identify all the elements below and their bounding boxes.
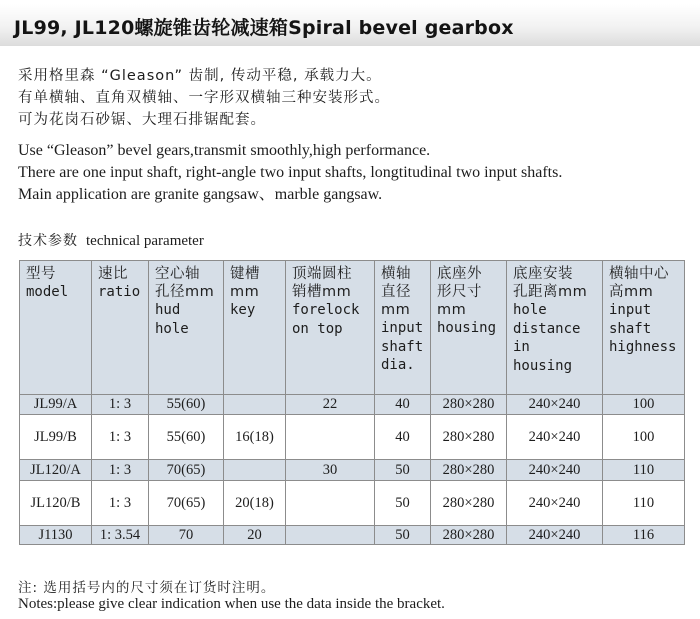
- header-housing: [431, 261, 507, 395]
- header-zh: 型号: [26, 266, 56, 282]
- header-key: [224, 261, 286, 395]
- cell-key: [224, 460, 286, 481]
- cell-forelock: [286, 526, 375, 545]
- header-en: housing: [437, 320, 497, 336]
- header-en: input shaft highness: [609, 302, 677, 355]
- header-zh: 顶端圆柱 销槽mm: [292, 266, 352, 300]
- section-heading-en: technical parameter: [86, 233, 204, 249]
- cell-forelock: 30: [286, 460, 375, 481]
- note-en: Notes:please give clear indication when use the data inside the bracket.: [18, 596, 445, 612]
- cell-ratio: 1: 3: [92, 481, 149, 526]
- cell-forelock: [286, 481, 375, 526]
- cell-key: 20: [224, 526, 286, 545]
- cell-key: [224, 395, 286, 415]
- cell-model: JL120/B: [20, 481, 92, 526]
- cell-ratio: 1: 3: [92, 415, 149, 460]
- cell-input-shaft-dia: 50: [375, 460, 431, 481]
- header-model: [20, 261, 92, 395]
- table-row: [20, 415, 685, 460]
- cell-model: JL120/A: [20, 460, 92, 481]
- cell-hole-distance: 240×240: [507, 481, 603, 526]
- cell-ratio: 1: 3.54: [92, 526, 149, 545]
- header-en: input shaft dia.: [381, 320, 424, 373]
- intro-cn-line-1: 采用格里森 “Gleason” 齿制, 传动平稳, 承载力大。: [18, 68, 382, 84]
- cell-model: JL99/B: [20, 415, 92, 460]
- cell-input-shaft-dia: 50: [375, 481, 431, 526]
- cell-shaft-highness: 100: [603, 395, 685, 415]
- intro-cn-line-3: 可为花岗石砂锯、大理石排锯配套。: [18, 112, 266, 128]
- cell-hud-hole: 55(60): [149, 415, 224, 460]
- header-en: key: [230, 302, 256, 318]
- cell-hole-distance: 240×240: [507, 415, 603, 460]
- header-zh: 速比: [98, 266, 128, 282]
- section-heading-zh: 技术参数: [18, 233, 78, 249]
- cell-key: 16(18): [224, 415, 286, 460]
- cell-input-shaft-dia: 50: [375, 526, 431, 545]
- cell-ratio: 1: 3: [92, 395, 149, 415]
- table-row: [20, 460, 685, 481]
- intro-cn-line-2: 有单横轴、直角双横轴、一字形双横轴三种安装形式。: [18, 90, 390, 106]
- header-en: ratio: [98, 284, 141, 300]
- header-en: model: [26, 284, 69, 300]
- cell-hud-hole: 70(65): [149, 481, 224, 526]
- header-zh: 键槽 mm: [230, 266, 260, 300]
- cell-key: 20(18): [224, 481, 286, 526]
- intro-en-line-3: Main application are granite gangsaw、marble gangsaw.: [18, 186, 383, 203]
- cell-housing: 280×280: [431, 526, 507, 545]
- header-ratio: [92, 261, 149, 395]
- cell-housing: 280×280: [431, 395, 507, 415]
- header-en: hole distance in housing: [513, 302, 581, 374]
- header-en: hud hole: [155, 302, 189, 337]
- cell-shaft-highness: 100: [603, 415, 685, 460]
- header-zh: 空心轴 孔径mm: [155, 266, 215, 300]
- table-row: [20, 481, 685, 526]
- title-bar: [0, 4, 700, 46]
- cell-hole-distance: 240×240: [507, 460, 603, 481]
- cell-model: JL99/A: [20, 395, 92, 415]
- cell-housing: 280×280: [431, 481, 507, 526]
- header-zh: 横轴 直径 mm: [381, 266, 411, 318]
- table-row: [20, 526, 685, 545]
- header-zh: 底座安装 孔距离mm: [513, 266, 588, 300]
- header-forelock: [286, 261, 375, 395]
- cell-hole-distance: 240×240: [507, 526, 603, 545]
- cell-housing: 280×280: [431, 415, 507, 460]
- cell-housing: 280×280: [431, 460, 507, 481]
- cell-hud-hole: 70(65): [149, 460, 224, 481]
- page-title: JL99, JL120螺旋锥齿轮减速箱Spiral bevel gearbox: [14, 17, 514, 39]
- parameter-table: [19, 260, 685, 545]
- header-hud-hole: [149, 261, 224, 395]
- cell-ratio: 1: 3: [92, 460, 149, 481]
- section-heading: [18, 230, 204, 250]
- cell-input-shaft-dia: 40: [375, 395, 431, 415]
- header-hole-distance: [507, 261, 603, 395]
- table-header-row: [20, 261, 685, 395]
- header-zh: 横轴中心 高mm: [609, 266, 669, 300]
- header-shaft-highness: [603, 261, 685, 395]
- cell-forelock: 22: [286, 395, 375, 415]
- cell-hud-hole: 55(60): [149, 395, 224, 415]
- table-row: [20, 395, 685, 415]
- cell-hole-distance: 240×240: [507, 395, 603, 415]
- cell-shaft-highness: 110: [603, 481, 685, 526]
- cell-input-shaft-dia: 40: [375, 415, 431, 460]
- cell-shaft-highness: 110: [603, 460, 685, 481]
- header-zh: 底座外 形尺寸 mm: [437, 266, 482, 318]
- cell-model: J1130: [20, 526, 92, 545]
- intro-en-line-2: There are one input shaft, right-angle two input shafts, longtitudinal two input shafts.: [18, 164, 563, 181]
- cell-hud-hole: 70: [149, 526, 224, 545]
- note-cn: 注: 选用括号内的尺寸须在订货时注明。: [18, 580, 276, 596]
- cell-forelock: [286, 415, 375, 460]
- header-en: forelock on top: [292, 302, 360, 337]
- header-input-shaft-dia: [375, 261, 431, 395]
- cell-shaft-highness: 116: [603, 526, 685, 545]
- intro-en-line-1: Use “Gleason” bevel gears,transmit smoothly,high performance.: [18, 142, 431, 159]
